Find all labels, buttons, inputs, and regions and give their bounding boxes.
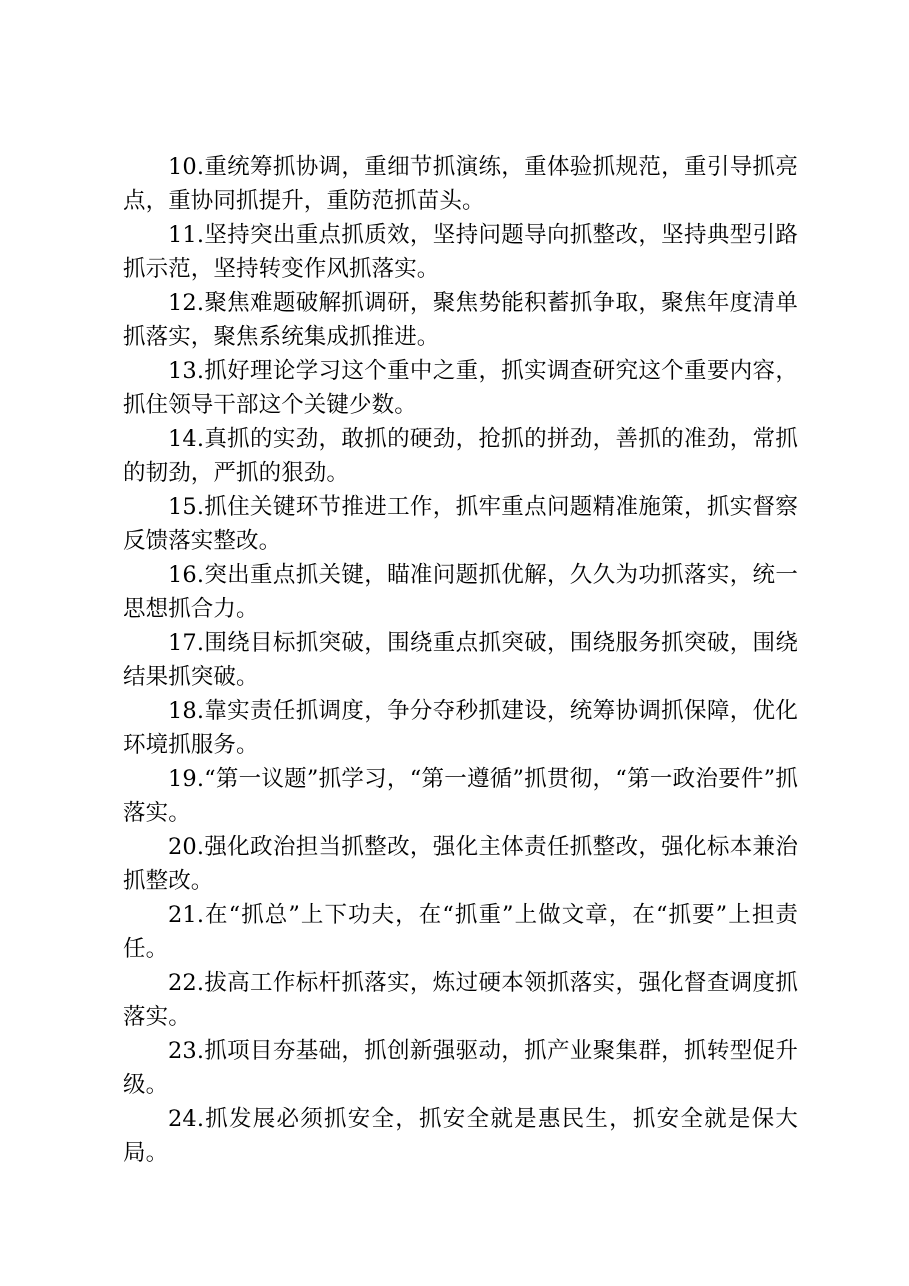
paragraph-24: 24.抓发展必须抓安全，抓安全就是惠民生，抓安全就是保大局。: [123, 1106, 798, 1166]
paragraph-17: 17.围绕目标抓突破，围绕重点抓突破，围绕服务抓突破，围绕结果抓突破。: [123, 630, 798, 690]
paragraph-22: 22.拔高工作标杆抓落实，炼过硬本领抓落实，强化督查调度抓落实。: [123, 970, 798, 1030]
paragraph-13: 13.抓好理论学习这个重中之重，抓实调查研究这个重要内容，抓住领导干部这个关键少数。: [123, 358, 798, 418]
paragraph-23: 23.抓项目夯基础，抓创新强驱动，抓产业聚集群，抓转型促升级。: [123, 1038, 798, 1098]
paragraph-11: 11.坚持突出重点抓质效，坚持问题导向抓整改，坚持典型引路抓示范，坚持转变作风抓落实。: [123, 222, 798, 282]
paragraph-15: 15.抓住关键环节推进工作，抓牢重点问题精准施策，抓实督察反馈落实整改。: [123, 494, 798, 554]
paragraph-10: 10.重统筹抓协调，重细节抓演练，重体验抓规范，重引导抓亮点，重协同抓提升，重防范抓苗头。: [123, 154, 798, 214]
document-body: [123, 150, 798, 1170]
paragraph-16: 16.突出重点抓关键，瞄准问题抓优解，久久为功抓落实，统一思想抓合力。: [123, 562, 798, 622]
paragraph-12: 12.聚焦难题破解抓调研，聚焦势能积蓄抓争取，聚焦年度清单抓落实，聚焦系统集成抓推进。: [123, 290, 798, 350]
paragraph-18: 18.靠实责任抓调度，争分夺秒抓建设，统筹协调抓保障，优化环境抓服务。: [123, 698, 798, 758]
paragraph-20: 20.强化政治担当抓整改，强化主体责任抓整改，强化标本兼治抓整改。: [123, 834, 798, 894]
paragraph-14: 14.真抓的实劲，敢抓的硬劲，抢抓的拼劲，善抓的准劲，常抓的韧劲，严抓的狠劲。: [123, 426, 798, 486]
paragraph-19: 19.“第一议题”抓学习，“第一遵循”抓贯彻，“第一政治要件”抓落实。: [123, 766, 798, 826]
paragraph-21: 21.在“抓总”上下功夫，在“抓重”上做文章，在“抓要”上担责任。: [123, 902, 798, 962]
